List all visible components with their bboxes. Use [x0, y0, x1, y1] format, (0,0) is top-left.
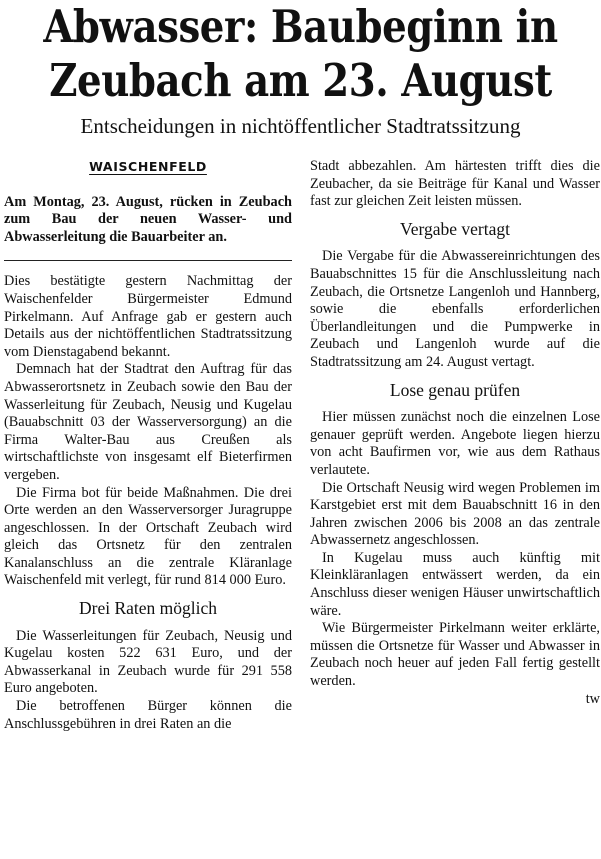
body-paragraph: Stadt abbezahlen. Am härtesten trifft dies die Zeubacher, da sie Beiträge für Kanal und Wasser fast zur gleichen Zeit leisten müssen.	[310, 158, 600, 210]
body-paragraph: Die Wasserleitungen für Zeubach, Neusig und Kugelau kosten 522 631 Euro, und der Abwasserkanal in Zeubach wurde für 291 558 Euro angeboten.	[4, 627, 292, 697]
headline-line-2: Zeubach am 23. August	[49, 54, 552, 107]
body-paragraph: Hier müssen zunächst noch die einzelnen Lose genauer geprüft werden. Angebote liegen hierzu von acht Baufirmen vor, wie aus dem Rathaus verlautete.	[310, 409, 600, 478]
dateline: WAISCHENFELD	[89, 159, 207, 174]
lead-paragraph: Am Montag, 23. August, rücken in Zeubach zum Bau der neuen Wasser- und Abwasserleitung die Bauarbeiter an.	[4, 193, 292, 245]
section-heading: Vergabe vertagt	[400, 218, 510, 239]
body-paragraph: In Kugelau muss auch künftig mit Kleinkläranlagen entwässert werden, da ein Anschluss dieser wenigen Häuser unwirtschaftlich wäre.	[310, 549, 600, 619]
subheadline: Entscheidungen in nichtöffentlicher Stadtratssitzung	[80, 114, 521, 138]
body-paragraph: Wie Bürgermeister Pirkelmann weiter erklärte, müssen die Ortsnetze für Wasser und Abwasser in Zeubach noch heuer auf jeden Fall fertig gestellt werden.	[310, 620, 600, 690]
body-paragraph: Die betroffenen Bürger können die Anschlussgebühren in drei Raten an die	[4, 698, 292, 732]
section-heading: Lose genau prüfen	[389, 379, 521, 400]
body-paragraph: Die Ortschaft Neusig wird wegen Problemen im Karstgebiet erst mit dem Bauabschnitt 16 in den Jahren zwischen 2006 bis 2008 an das zentrale Abwassernetz angeschlossen.	[310, 479, 600, 549]
section-heading: Drei Raten möglich	[78, 598, 218, 619]
lead-divider	[4, 260, 292, 261]
right-column	[310, 158, 600, 708]
body-paragraph: Die Firma bot für beide Maßnahmen. Die drei Orte werden an den Wasserversorger Juragruppe angeschlossen. In der Ortschaft Zeubach wird gleich das Ortsnetz für den zentralen Kanalanschluss an die zentrale Kläranlage Waischenfeld mit verlegt, für rund 814 000 Euro.	[4, 484, 292, 589]
body-paragraph: Dies bestätigte gestern Nachmittag der Waischenfelder Bürgermeister Edmund Pirkelmann. Auf Anfrage gab er gestern auch Details aus der nichtöffentlichen Stadtratssitzung vom Dienstagabend bekannt.	[4, 273, 292, 360]
headline-line-1: Abwasser: Baubeginn in	[43, 0, 558, 53]
headline	[42, 0, 559, 108]
author-signature: tw	[585, 690, 600, 707]
body-paragraph: Demnach hat der Stadtrat den Auftrag für das Abwasserortsnetz in Zeubach sowie den Bau der Wasserleitung für Zeubach, Neusig und Kugelau (Bauabschnitt 03 der Wasserversorgung) an die Firma Walter-Bau aus Creußen als wirtschaftlichste von insgesamt elf Bieterfirmen vergeben.	[4, 361, 292, 483]
left-column	[4, 158, 292, 733]
body-paragraph: Die Vergabe für die Abwassereinrichtungen des Bauabschnittes 15 für die Anschlussleitung nach Zeubach, die Ortsnetze Langenloh und Hannberg, sowie die ebenfalls erforderlichen Überlandleitungen und die Pumpwerke in Zeubach und Langenloh wurde auf die Stadtratssitzung am 24. August vertagt.	[310, 248, 600, 370]
